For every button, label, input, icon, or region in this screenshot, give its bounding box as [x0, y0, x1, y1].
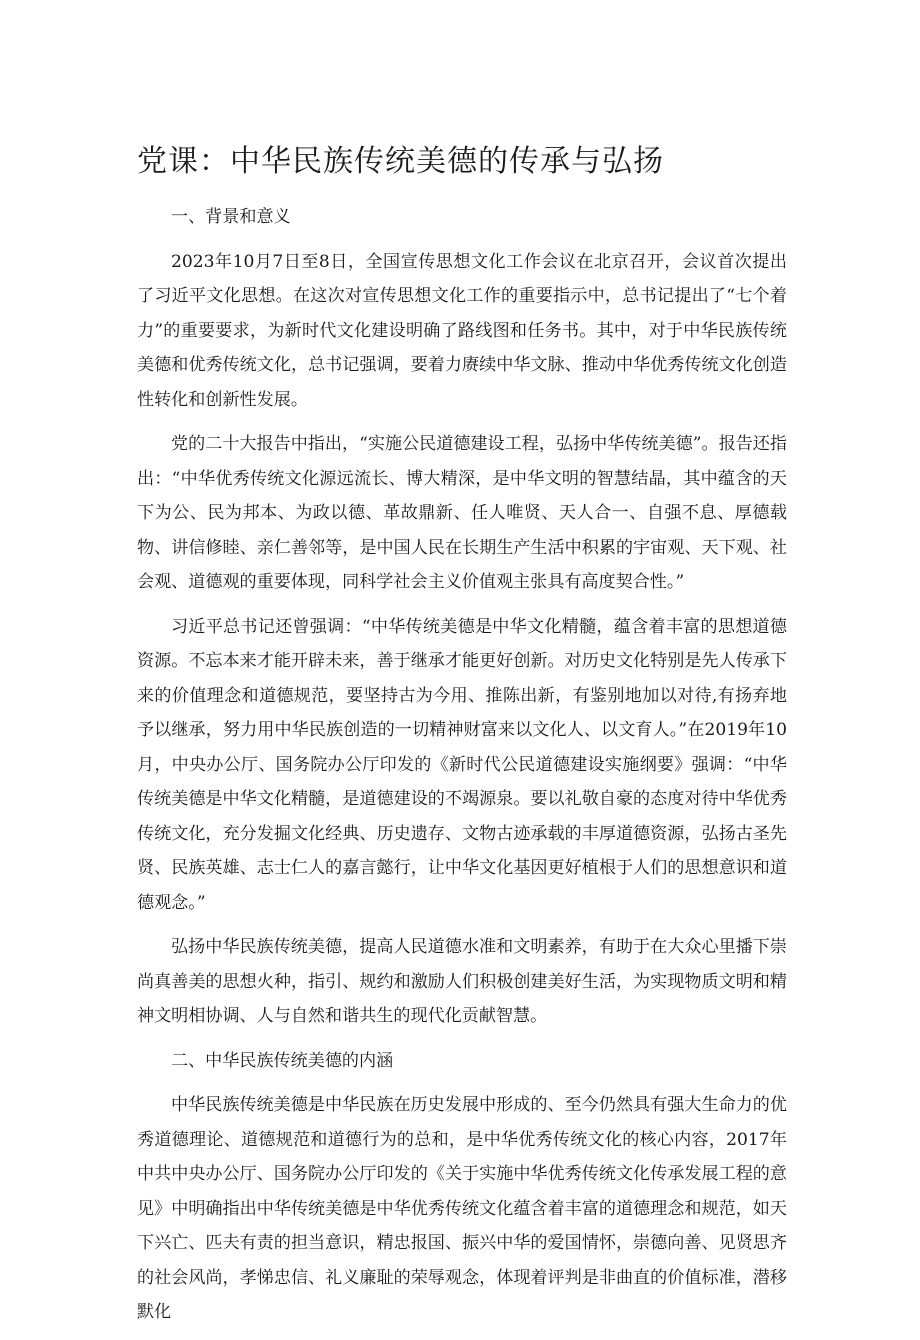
section-heading-connotation: 二、中华民族传统美德的内涵: [171, 1050, 394, 1071]
paragraph: 习近平总书记还曾强调：“中华传统美德是中华文化精髓，蕴含着丰富的思想道德资源。不忘本来才能开辟未来，善于继承才能更好创新。对历史文化特别是先人传承下来的价值理念和道德规范，要坚持古为今用、推陈出新，有鉴别地加以对待,有扬弃地予以继承，努力用中华民族创造的一切精神财富来以文化人、以文育人。”在2019年10月，中央办公厅、国务院办公厅印发的《新时代公民道德建设实施纲要》强调：“中华传统美德是中华文化精髓，是道德建设的不竭源泉。要以礼敬自豪的态度对待中华优秀传统文化，充分发掘文化经典、历史遗存、文物古迹承载的丰厚道德资源，弘扬古圣先贤、民族英雄、志士仁人的嘉言懿行，让中华文化基因更好植根于人们的思想意识和道德观念。”: [137, 616, 787, 913]
paragraph: 中华民族传统美德是中华民族在历史发展中形成的、至今仍然具有强大生命力的优秀道德理论、道德规范和道德行为的总和，是中华优秀传统文化的核心内容，2017年中共中央办公厅、国务院办公厅印发的《关于实施中华优秀传统文化传承发展工程的意见》中明确指出中华传统美德是中华优秀传统文化蕴含着丰富的道德理念和规范，如天下兴亡、匹夫有责的担当意识，精忠报国、振兴中华的爱国情怀，崇德向善、见贤思齐的社会风尚，孝悌忠信、礼义廉耻的荣辱观念，体现着评判是非曲直的价值标准，潜移默化: [137, 1095, 787, 1322]
paragraph: 弘扬中华民族传统美德，提高人民道德水准和文明素养，有助于在大众心里播下崇尚真善美的思想火种，指引、规约和激励人们积极创建美好生活，为实现物质文明和精神文明相协调、人与自然和谐共生的现代化贡献智慧。: [137, 937, 787, 1026]
paragraph: 2023年10月7日至8日，全国宣传思想文化工作会议在北京召开，会议首次提出了习近平文化思想。在这次对宣传思想文化工作的重要指示中，总书记提出了“七个着力”的重要要求，为新时代文化建设明确了路线图和任务书。其中，对于中华民族传统美德和优秀传统文化，总书记强调，要着力赓续中华文脉、推动中华优秀传统文化创造性转化和创新性发展。: [137, 251, 787, 410]
section-heading-background: 一、背景和意义: [171, 207, 291, 227]
paragraph: 党的二十大报告中指出，“实施公民道德建设工程，弘扬中华传统美德”。报告还指出：“中华优秀传统文化源远流长、博大精深，是中华文明的智慧结晶，其中蕴含的天下为公、民为邦本、为政以德、革故鼎新、任人唯贤、天人合一、自强不息、厚德载物、讲信修睦、亲仁善邻等，是中国人民在长期生产生活中积累的宇宙观、天下观、社会观、道德观的重要体现，同科学社会主义价值观主张具有高度契合性。”: [137, 434, 787, 592]
document-body: [137, 200, 787, 1340]
document-title: 党课：中华民族传统美德的传承与弘扬: [137, 144, 664, 179]
